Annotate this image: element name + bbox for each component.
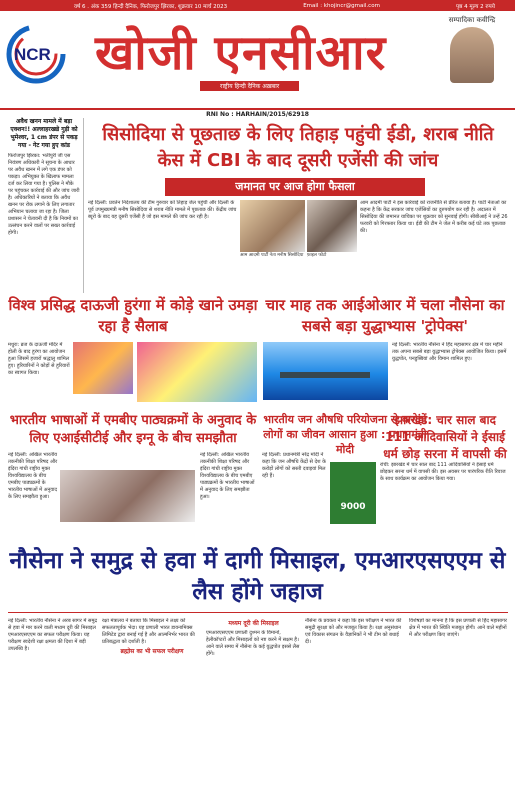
jan-aushadhi-body: नई दिल्ली: प्रधानमंत्री नरेंद्र मोदी ने कहा कि जन औषधि केंद्रों से देश के करोड़ों लोगों को सस्ती दवाइयां मिल रही हैं। — [262, 452, 326, 479]
holi-headline: विश्व प्रसिद्ध दाऊजी हुरंगा में कोड़े खाने उमड़ा रहा है सैलाब — [8, 296, 258, 335]
bottom-column-4: नौसेना के प्रवक्ता ने कहा कि इस परीक्षण ने भारत की समुद्री सुरक्षा को और मजबूत किया है। रक्षा अनुसंधान एवं विकास संगठन के वैज्ञानिकों ने भी टीम को बधाई दी। — [305, 618, 402, 645]
jan-aushadhi-ad: 9000 — [330, 462, 376, 524]
main-headline: सिसोदिया से पूछताछ के लिए तिहाड़ पहुंची ईडी, शराब नीति केस में CBI के बाद दूसरी एजेंसी की जांच — [102, 124, 494, 171]
holi-photo — [73, 342, 133, 394]
left-lead-body: फिरोजपुर झिरका: भतीपुरी जी एस नियंत्रण अधिकारी ने सूचना के आधार पर अवैध खनन में लगे एक डंपर को पकड़ा। अभियुक्त के खिलाफ मामला दर्ज कर लिया गया है। पुलिस ने मौके पर पहुंचकर कार्रवाई की और जांच जारी है। अधिकारियों ने बताया कि अवैध खनन पर रोक लगाने के लिए लगातार अभियान चलाया जा रहा है। जिला प्रशासन ने चेतावनी दी है कि नियमों का उल्लंघन करने वालों पर सख्त कार्रवाई होगी। — [8, 153, 80, 236]
logo-text: NCR — [14, 45, 51, 64]
bottom-column-2 — [102, 618, 202, 796]
rni-number: RNI No : HARHAIN/2015/62918 — [0, 108, 515, 118]
mba-story-body-2: नई दिल्ली: अखिल भारतीय तकनीकी शिक्षा परिषद और इंदिरा गांधी राष्ट्रीय मुक्त विश्वविद्यालय के बीच एमबीए पाठ्यक्रमों के भारतीय भाषाओं में अनुवाद के लिए समझौता हुआ। — [200, 452, 255, 500]
bottom-column-3 — [206, 618, 301, 796]
bottom-subhead: ब्रह्मोस का भी सफल परीक्षण — [120, 648, 184, 655]
bottom-column-3-text: एमआरएसएएम प्रणाली दुश्मन के विमानों, हेलीकॉप्टरों और मिसाइलों को नष्ट करने में सक्षम है। आने वाले समय में नौसेना के कई युद्धपोत इससे लैस होंगे। — [206, 630, 300, 657]
mba-headline: भारतीय भाषाओं में एमबीए पाठ्यक्रमों के अनुवाद के लिए एआईसीटीई और इग्नू के बीच समझौता — [9, 413, 257, 446]
photo-caption: फ़ाइल फोटो — [307, 253, 327, 258]
ship-silhouette — [280, 372, 370, 378]
editor-box — [437, 16, 507, 83]
main-story-body: नई दिल्ली: प्रवर्तन निदेशालय की टीम गुरुवार को तिहाड़ जेल पहुंची और दिल्ली के पूर्व उपमुख्यमंत्री मनीष सिसोदिया से शराब नीति मामले में पूछताछ की। केंद्रीय जांच ब्यूरो के बाद यह दूसरी एजेंसी है जो इस मामले की जांच कर रही है। — [88, 200, 237, 220]
bottom-column-1: नई दिल्ली: भारतीय नौसेना ने अरब सागर में समुद्र से हवा में मार करने वाली मध्यम दूरी की मिसाइल एमआरएसएएम का सफल परीक्षण किया। यह परीक्षण स्वदेशी रक्षा क्षमता की दिशा में बड़ी उपलब्धि है। — [8, 618, 97, 652]
meeting-photo — [60, 470, 195, 522]
divider — [8, 612, 508, 613]
email-link[interactable]: Email : khojincr@gmail.com — [303, 2, 380, 9]
page-info: पृष्ठ 4 मूल्य 2 रुपये — [456, 3, 495, 10]
jan-aushadhi-headline: भारतीय जन औषधि परियोजना से करोड़ों लोगों का जीवन आसान हुआ : प्रधानमंत्री मोदी — [263, 413, 427, 456]
holi-story-body: मथुरा: ब्रज के दाऊजी मंदिर में होली के बाद हुरंगा का आयोजन हुआ जिसमें हजारों श्रद्धालु शामिल हुए। हुरियारिनों ने कोड़ों से हुरियारों का स्वागत किया। — [8, 342, 70, 376]
navy-exercise-headline: चार माह तक आईओआर में चला नौसेना का सबसे बड़ा युद्धाभ्यास 'ट्रोपेक्स' — [265, 296, 505, 335]
editor-photo — [450, 27, 494, 83]
news-photo — [240, 200, 305, 252]
issue-info: वर्ष 6 . अंक 359 हिन्दी दैनिक, फिरोजपुर झिरका, शुक्रवार 10 मार्च 2023 — [74, 3, 228, 10]
sub-headline: जमानत पर आज होगा फैसला — [165, 178, 425, 196]
jharkhand-headline: झारखंड: चार साल बाद 111 आदिवासियों ने ईसाई धर्म छोड़ सरना में वापसी की — [383, 413, 507, 461]
left-lead-headline: अवैध खनन मामले में बड़ा एक्शन!! अल्लाहरख्खे गुड़ी को भुमेश्वर, 1 cm डंपर से पकड़ गया - गेट गया हुए कांड — [10, 118, 78, 149]
jharkhand-body: रांची: झारखंड में चार साल बाद 111 आदिवासियों ने ईसाई धर्म छोड़कर सरना धर्म में वापसी की। इस अवसर पर पारंपरिक रीति रिवाज के साथ कार्यक्रम का आयोजन किया गया। — [380, 462, 506, 482]
holi-photo — [137, 342, 257, 402]
editor-label: सम्पादिका कवीन्द्रि — [448, 16, 496, 24]
bottom-column-5: विशेषज्ञों का मानना है कि इस प्रणाली से हिंद महासागर क्षेत्र में भारत की स्थिति मजबूत होगी। आने वाले महीनों में और परीक्षण किए जाएंगे। — [409, 618, 507, 638]
masthead — [0, 11, 515, 108]
navy-story-body: नई दिल्ली: भारतीय नौसेना ने हिंद महासागर क्षेत्र में चार महीने तक अपना सबसे बड़ा युद्धाभ्यास ट्रोपेक्स आयोजित किया। इसमें युद्धपोत, पनडुब्बियां और विमान शामिल हुए। — [392, 342, 507, 362]
newspaper-title: खोजी एनसीआर — [95, 25, 387, 81]
main-story-body-2: आम आदमी पार्टी ने इस कार्रवाई को राजनीति से प्रेरित बताया है। पार्टी नेताओं का कहना है कि केंद्र सरकार जांच एजेंसियों का दुरुपयोग कर रही है। अदालत में सिसोदिया की जमानत याचिका पर शुक्रवार को सुनवाई होगी। सीबीआई ने उन्हें 26 फरवरी को गिरफ्तार किया था। ईडी की टीम ने जेल में करीब कई घंटे तक पूछताछ की। — [360, 200, 508, 234]
photo-caption: आम आदमी पार्टी नेता मनीष सिसोदिया — [240, 253, 304, 258]
left-column — [8, 118, 84, 293]
bottom-column-2-text: रक्षा मंत्रालय ने बताया कि मिसाइल ने लक्ष्य को सफलतापूर्वक भेदा। यह प्रणाली भारत डायनामिक्स लिमिटेड द्वारा बनाई गई है और आत्मनिर्भर भारत की प्रतिबद्धता को दर्शाती है। — [102, 618, 195, 645]
navy-photo — [263, 342, 388, 400]
news-photo — [307, 200, 357, 252]
mba-story-body: नई दिल्ली: अखिल भारतीय तकनीकी शिक्षा परिषद और इंदिरा गांधी राष्ट्रीय मुक्त विश्वविद्यालय के बीच एमबीए पाठ्यक्रमों के भारतीय भाषाओं में अनुवाद के लिए समझौता हुआ। — [8, 452, 58, 500]
tagline: राष्ट्रीय हिन्दी दैनिक अख़बार — [200, 81, 299, 91]
bottom-headline: नौसेना ने समुद्र से हवा में दागी मिसाइल, एमआरएसएएम से लैस होंगे जहाज — [9, 548, 506, 605]
top-strip — [0, 0, 515, 11]
bottom-subhead: मध्यम दूरी की मिसाइल — [228, 620, 279, 627]
